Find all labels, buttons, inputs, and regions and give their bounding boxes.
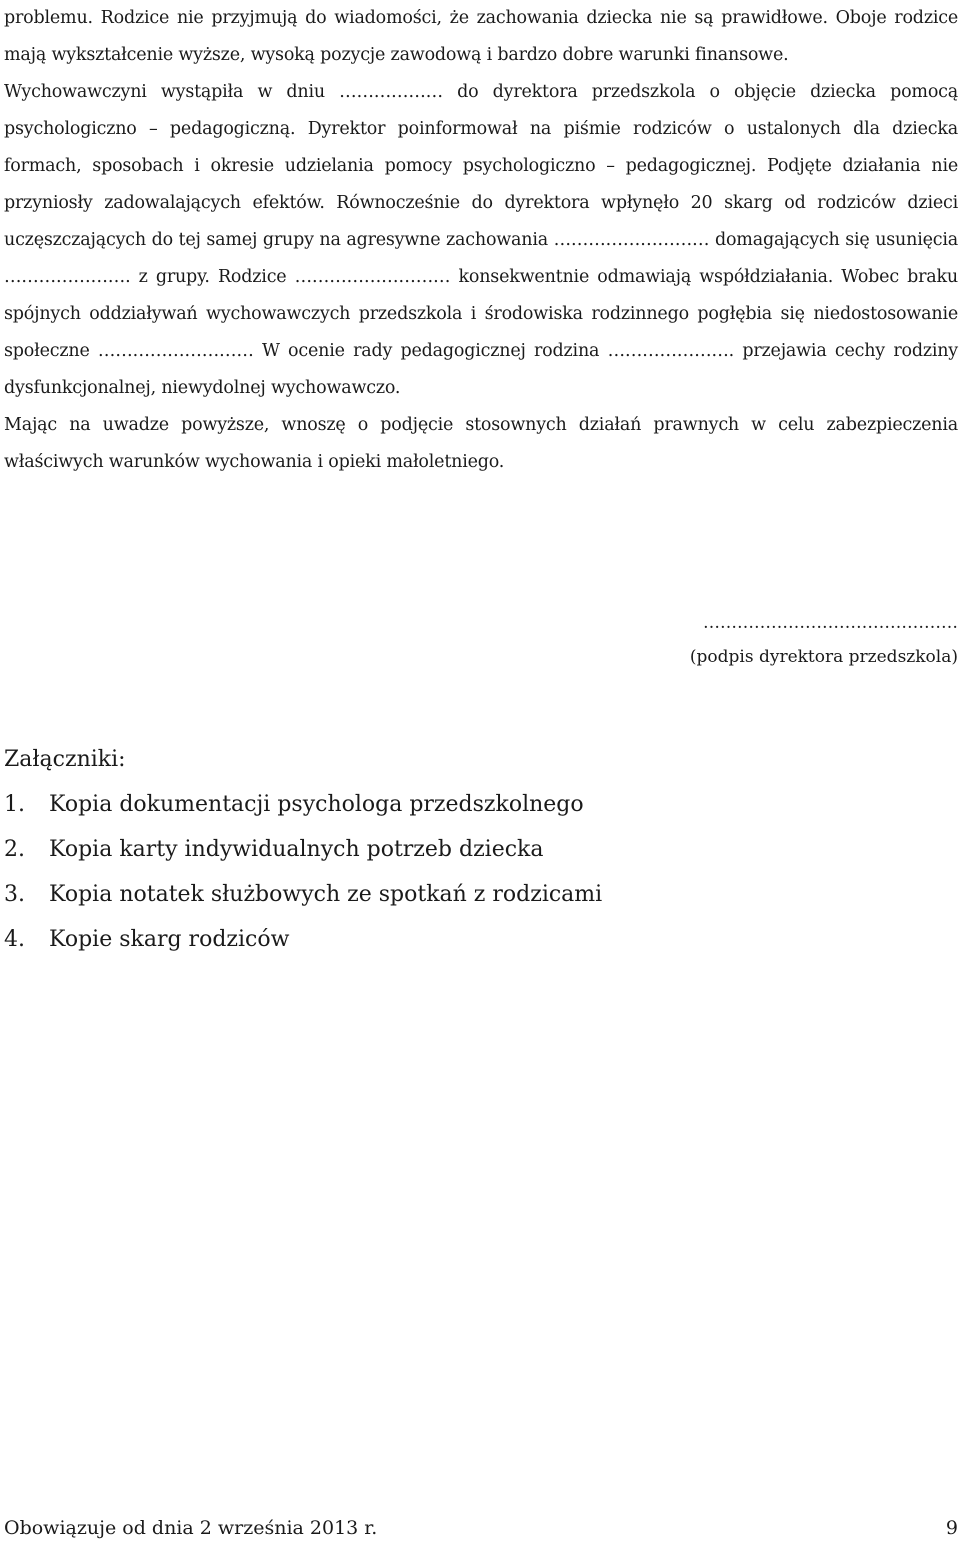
signature-line: ………………………………………: [703, 613, 958, 633]
list-item-number: 2.: [4, 837, 25, 862]
list-item: [4, 782, 904, 827]
list-item-number: 3.: [4, 882, 25, 907]
page-number: 9: [945, 1517, 958, 1539]
attachments-title: Załączniki:: [4, 747, 126, 772]
paragraph-case-description: Wychowawczyni wystąpiła w dniu ……………… do dyrektora przedszkola o objęcie dziecka pomocą psychologiczno – pedagogiczną. Dyrektor poinformował na piśmie rodziców o ustalonych dla dziecka formach, sposobach i okresie udzielania pomocy psychologiczno – pedagogicznej. Podjęte działania nie przyniosły zadowalających efektów. Równocześnie do dyrektora wpłynęło 20 skarg od rodziców dzieci uczęszczających do tej samej grupy na agresywne zachowania ……………………… domagających się usunięcia …………………. z grupy. Rodzice ……………………… konsekwentnie odmawiają współdziałania. Wobec braku spójnych oddziaływań wychowawczych przedszkola i środowiska rodzinnego pogłębia się niedostosowanie społeczne ……………………… W ocenie rady pedagogicznej rodzina …………………. przejawia cechy rodziny dysfunkcjonalnej, niewydolnej wychowawczo.: [4, 82, 958, 398]
list-item-text: Kopia dokumentacji psychologa przedszkolnego: [49, 792, 584, 817]
list-item-text: Kopia karty indywidualnych potrzeb dziecka: [49, 837, 544, 862]
paragraph-request: Mając na uwadze powyższe, wnoszę o podjęcie stosownych działań prawnych w celu zabezpieczenia właściwych warunków wychowania i opieki małoletniego.: [4, 415, 958, 472]
list-item-number: 1.: [4, 792, 25, 817]
list-item-number: 4.: [4, 927, 25, 952]
list-item-text: Kopia notatek służbowych ze spotkań z rodzicami: [49, 882, 603, 907]
attachments-section: [4, 738, 904, 962]
list-item-text: Kopie skarg rodziców: [49, 927, 290, 952]
attachments-list: [4, 782, 904, 962]
document-body: [4, 0, 958, 481]
page-footer: [4, 1510, 958, 1546]
signature-block: [558, 606, 958, 674]
list-item: [4, 917, 904, 962]
list-item: [4, 872, 904, 917]
footer-effective-date: Obowiązuje od dnia 2 września 2013 r.: [4, 1517, 378, 1539]
signature-caption: (podpis dyrektora przedszkola): [689, 647, 958, 667]
paragraph-parents-background: problemu. Rodzice nie przyjmują do wiadomości, że zachowania dziecka nie są prawidłowe. Oboje rodzice mają wykształcenie wyższe, wysoką pozycje zawodową i bardzo dobre warunki finansowe.: [4, 8, 958, 65]
list-item: [4, 827, 904, 872]
